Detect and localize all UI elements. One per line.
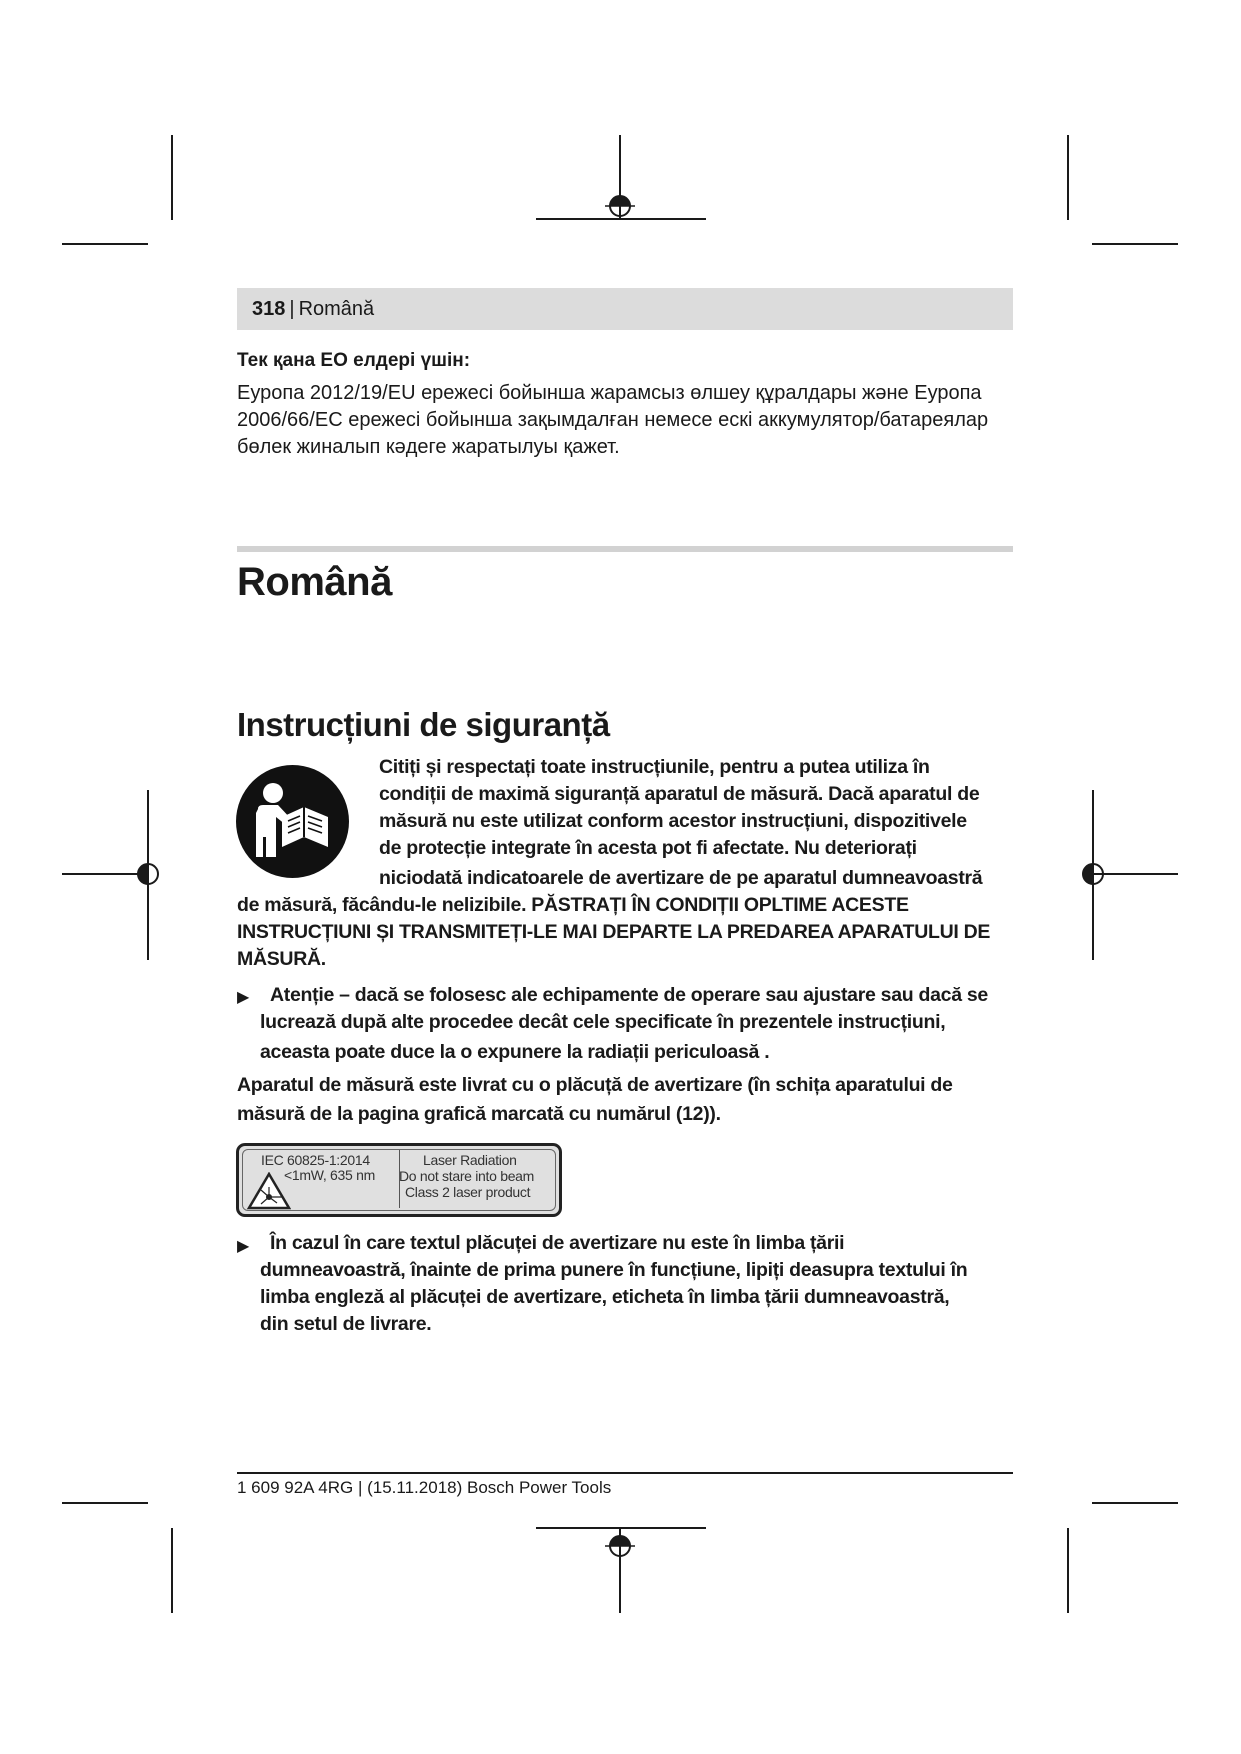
kazakh-paragraph <box>237 380 1027 461</box>
bullet-marker: ▶ <box>237 1238 250 1255</box>
text-line: dumneavoastră, înainte de prima punere în funcțiune, lipiți deasupra textului în <box>260 1259 968 1281</box>
text-line: 2006/66/EC ережесі бойынша зақымдалған немесе ескі аккумулятор/батареялар <box>237 409 989 431</box>
label-line1: Laser Radiation <box>423 1152 517 1168</box>
header-language: Română <box>298 297 375 320</box>
text-line: măsură nu este utilizat conform acestor instrucțiuni, dispozitivele <box>379 810 967 832</box>
laser-warning-label <box>236 1143 562 1217</box>
registration-mark-icon <box>1078 859 1108 889</box>
text-line: de protecție integrate în acesta pot fi afectate. Nu deteriorați <box>379 837 917 859</box>
text-line: Citiți și respectați toate instrucțiunile, pentru a putea utiliza în <box>379 756 930 778</box>
text-line: бөлек жиналып кәдеге жаратылуы қажет. <box>237 436 620 458</box>
text-line: MĂSURĂ. <box>237 948 326 970</box>
bullet-marker: ▶ <box>237 989 250 1006</box>
text-line: limba engleză al plăcuței de avertizare, eticheta în limba țării dumneavoastră, <box>260 1286 950 1308</box>
crop-mark <box>1092 243 1178 245</box>
text-line: măsură de la pagina grafică marcată cu numărul (12)). <box>237 1103 721 1125</box>
text-line: de măsură, făcându-le nelizibile. PĂSTRAȚI ÎN CONDIȚII OPLTIME ACESTE <box>237 894 909 916</box>
kazakh-subtitle: Тек қана ЕО елдері үшін: <box>237 350 471 371</box>
section-title: Instrucțiuni de siguranță <box>237 706 610 743</box>
registration-mark-icon <box>605 1531 635 1561</box>
crop-mark <box>1067 135 1069 220</box>
crop-mark <box>171 135 173 220</box>
crop-mark <box>62 1502 148 1504</box>
crop-mark <box>1092 1502 1178 1504</box>
crop-mark <box>1067 1528 1069 1613</box>
registration-mark-icon <box>605 191 635 221</box>
label-line2: Do not stare into beam <box>399 1168 535 1184</box>
header-separator: | <box>289 297 295 320</box>
registration-mark-icon <box>133 859 163 889</box>
label-power: <1mW, 635 nm <box>284 1167 375 1183</box>
text-line: INSTRUCȚIUNI ȘI TRANSMITEȚI-LE MAI DEPARTE LA PREDAREA APARATULUI DE <box>237 921 991 943</box>
read-manual-icon <box>236 765 349 878</box>
text-line: niciodată indicatoarele de avertizare de pe aparatul dumneavoastră <box>379 867 983 889</box>
intro-paragraph <box>379 754 982 892</box>
text-line: Aparatul de măsură este livrat cu o plăcuță de avertizare (în schița aparatului de <box>237 1074 953 1096</box>
text-line: În cazul în care textul plăcuței de avertizare nu este în limba țării <box>270 1232 845 1254</box>
laser-warning-icon <box>247 1172 291 1210</box>
crop-mark <box>62 243 148 245</box>
page-number: 318 <box>252 297 286 320</box>
page-header <box>237 288 1013 330</box>
label-standard: IEC 60825-1:2014 <box>261 1152 370 1168</box>
bullet-item <box>260 1230 967 1338</box>
text-line: aceasta poate duce la o expunere la radiații periculoasă . <box>260 1041 770 1063</box>
text-line: Еуропа 2012/19/EU ережесі бойынша жарамсыз өлшеу құралдары және Еуропа <box>237 382 982 404</box>
section-divider <box>237 546 1013 552</box>
text-line: lucrează după alte procedee decât cele specificate în prezentele instrucțiuni, <box>260 1011 946 1033</box>
page-footer: 1 609 92A 4RG | (15.11.2018) Bosch Power Tools <box>237 1478 612 1497</box>
device-note-paragraph <box>237 1071 953 1129</box>
text-line: din setul de livrare. <box>260 1313 432 1335</box>
text-line: Atenție – dacă se folosesc ale echipamente de operare sau ajustare sau dacă se <box>270 984 988 1006</box>
intro-paragraph-continued <box>237 892 990 973</box>
language-title: Română <box>237 560 392 604</box>
bullet-item <box>260 982 988 1066</box>
text-line: condiții de maximă siguranță aparatul de măsură. Dacă aparatul de <box>379 783 980 805</box>
crop-mark <box>536 1527 706 1529</box>
footer-rule <box>237 1472 1013 1474</box>
label-line3: Class 2 laser product <box>405 1184 531 1200</box>
crop-mark <box>171 1528 173 1613</box>
